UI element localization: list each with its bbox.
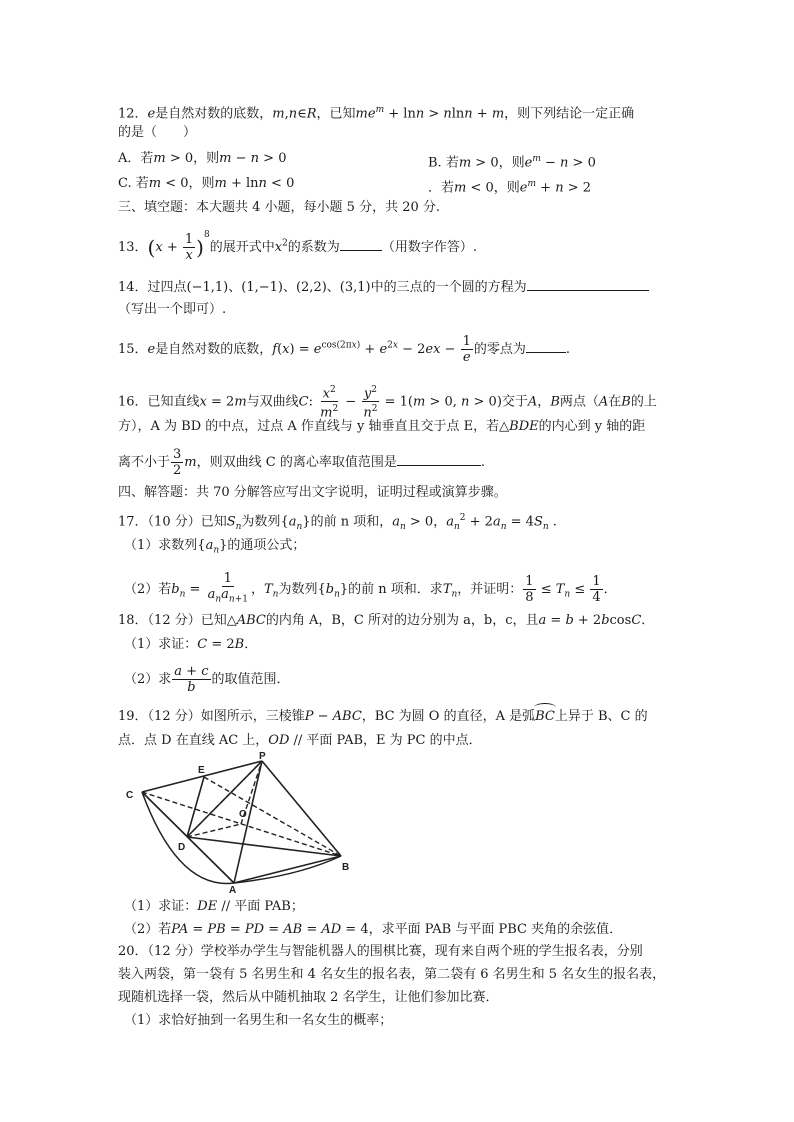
q17-stem: 17．（10 分）已知$S_n$为数列$\{a_n\}$的前 n 项和，$a_n > 0$，$a_n^2 + 2a_n = 4S_n$ .: [118, 513, 557, 532]
q13-answer-blank[interactable]: [340, 238, 382, 251]
label-c: C: [126, 790, 134, 801]
figure-arc: [142, 792, 341, 883]
q15-answer-blank[interactable]: [526, 340, 566, 353]
q16-line1: 16．已知直线x = 2m与双曲线C: $\frac{x^2}{m^2}$ − $\frac{y^2}{n^2}$ = 1(m > 0, n > 0)交于A，B两点（A在B的上: [118, 385, 657, 421]
q12-stem-line1: 12．e是自然对数的底数，m,n∈R，已知$me^m + \ln n > nlnn + m$，则下列结论一定正确: [118, 105, 635, 122]
q17-part2: （2）若$b_n$ = $\frac{1}{a_na_{n+1}}$ ，$T_n$为数列$\{b_n\}$的前 n 项和．求$T_n$，并证明： $\frac{1}{8}$ ≤ $T_n$ ≤ $\frac{1}{4}$ ．: [124, 571, 617, 605]
q20-stem-line3: 现随机选择一袋，然后从中随机抽取 2 名学生，让他们参加比赛．: [118, 990, 499, 1005]
q12-option-b[interactable]: B. 若m > 0，则$e^m - n > 0$: [428, 154, 596, 171]
q15: 15．e是自然对数的底数，$f(x) = e^{cos(2\pi x)} + e^{2x} - 2ex$ − $\frac{1}{e}$ 的零点为 .: [118, 334, 571, 365]
q14-answer-blank[interactable]: [527, 278, 649, 291]
q13: 13．(x + $\frac{1}{x}$ )$^8$的展开式中$x^2$的系数为 （用数字作答）.: [118, 230, 477, 263]
q19-stem-line1: 19．（12 分）如图所示，三棱锥P − ABC，BC 为圆 O 的直径，A 是弧BC上异于 B、C 的: [118, 709, 648, 724]
q14-line1: 14．过四点(−1,1)、(1,−1)、(2,2)、(3,1)中的三点的一个圆的方程为: [118, 278, 649, 297]
q18-part1: （1）求证：C = 2B．: [124, 637, 258, 652]
q20-part1: （1）求恰好抽到一名男生和一名女生的概率；: [124, 1013, 393, 1028]
q20-stem-line2: 装入两袋，第一袋有 5 名男生和 4 名女生的报名表，第二袋有 6 名男生和 5 名女生的报名表，: [118, 967, 666, 982]
label-a: A: [229, 885, 237, 894]
q19-part2: （2）若PA = PB = PD = AB = AD = 4，求平面 PAB 与平面 PBC 夹角的余弦值．: [124, 922, 623, 937]
q20-stem-line1: 20．（12 分）学校举办学生与智能机器人的围棋比赛，现有来自两个班的学生报名表，分别: [118, 944, 643, 959]
q16-answer-blank[interactable]: [397, 453, 481, 466]
q18-stem: 18．（12 分）已知△ABC的内角 A，B，C 所对的边分别为 a，b，c，且a = b + 2bcosC．: [118, 613, 655, 628]
label-e: E: [198, 765, 205, 776]
label-b: B: [342, 862, 350, 873]
q16-line3: 离不小于 $\frac{3}{2}$ m，则双曲线 C 的离心率取值范围是 .: [118, 447, 485, 478]
q12-option-c[interactable]: C. 若m < 0，则m + lnn < 0: [118, 176, 295, 191]
q18-part2: （2）求 $\frac{a + c}{b}$ 的取值范围．: [124, 664, 290, 695]
q19-part1: （1）求证：DE // 平面 PAB；: [124, 899, 304, 914]
q12-option-a[interactable]: A．若m > 0，则m − n > 0: [118, 151, 287, 166]
section3-heading: 三、填空题：本大题共 4 小题，每小题 5 分，共 20 分.: [118, 200, 441, 215]
q14-line2: （写出一个即可）.: [118, 302, 227, 317]
label-p: P: [259, 752, 266, 762]
q17-part1: （1）求数列$\{a_n\}$的通项公式；: [124, 538, 306, 556]
q19-figure: [120, 752, 360, 894]
q16-line2: 方），A 为 BD 的中点，过点 A 作直线与 y 轴垂直且交于点 E，若△BDE的内心到 y 轴的距: [118, 419, 646, 434]
label-o: O: [239, 809, 247, 820]
section4-heading: 四、解答题：共 70 分解答应写出文字说明，证明过程或演算步骤。: [118, 485, 507, 500]
q12-stem-line2: 的是（ ）: [118, 125, 197, 140]
label-d: D: [178, 842, 186, 853]
q19-stem-line2: 点．点 D 在直线 AC 上，OD // 平面 PAB，E 为 PC 的中点．: [118, 733, 482, 748]
figure-dashed-edges: [142, 761, 341, 883]
q12-option-d[interactable]: ．若m < 0，则$e^m + n > 2$: [428, 179, 592, 196]
